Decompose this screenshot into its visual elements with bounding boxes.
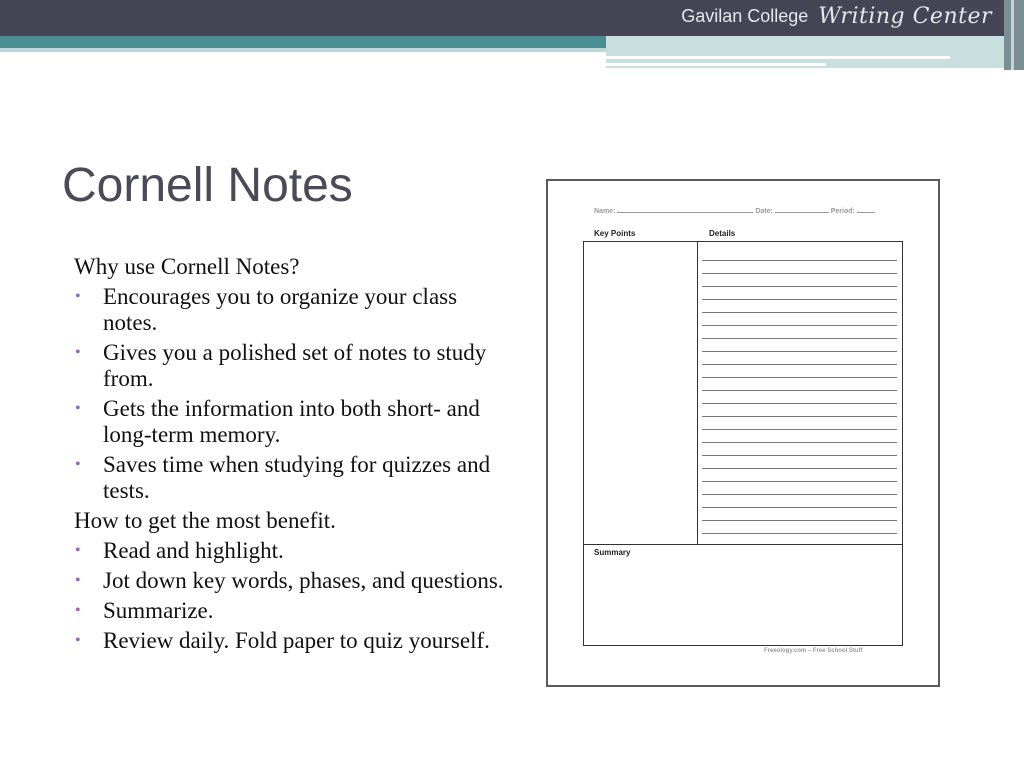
list-item-text: Read and highlight.: [103, 538, 284, 563]
list-item-text: Jot down key words, phases, and questions.: [103, 568, 504, 593]
list-item-text: Gives you a polished set of notes to study from.: [103, 340, 487, 391]
bullet-icon: •: [75, 344, 81, 361]
template-header-fields: [594, 206, 875, 215]
bullet-icon: •: [75, 400, 81, 417]
period-label: Period:: [830, 208, 855, 215]
list-item-text: Summarize.: [103, 598, 214, 623]
ruled-line: [702, 364, 897, 365]
ruled-line: [702, 455, 897, 456]
brand-college: Gavilan College: [681, 6, 809, 26]
list-item: [74, 340, 514, 392]
bullet-icon: •: [75, 602, 81, 619]
header-edge-highlight: [1011, 0, 1014, 70]
brand-writing-center: Writing Center: [818, 4, 992, 29]
template-footer: Freeology.com – Free School Stuff: [764, 648, 863, 654]
ruled-line: [702, 507, 897, 508]
period-line: [857, 206, 875, 213]
ruled-line: [702, 481, 897, 482]
bullet-icon: •: [75, 632, 81, 649]
list-item: [74, 568, 514, 594]
ruled-line: [702, 338, 897, 339]
brand-logo: [681, 4, 992, 29]
list-item: [74, 396, 514, 448]
ruled-line: [702, 260, 897, 261]
steps-list: [74, 538, 514, 654]
intro-heading: Why use Cornell Notes?: [74, 254, 300, 279]
ruled-line: [702, 377, 897, 378]
header-light-stripe: [0, 48, 606, 52]
ruled-line: [702, 299, 897, 300]
ruled-line: [702, 325, 897, 326]
summary-label: Summary: [594, 548, 631, 557]
name-line: [617, 206, 753, 213]
ruled-line: [702, 312, 897, 313]
key-points-label: Key Points: [594, 229, 636, 238]
ruled-line: [702, 468, 897, 469]
ruled-line: [702, 351, 897, 352]
bullet-icon: •: [75, 572, 81, 589]
slide-title: Cornell Notes: [62, 159, 353, 212]
list-item-text: Gets the information into both short- and long-term memory.: [103, 396, 480, 447]
date-line: [775, 206, 829, 213]
bullet-icon: •: [75, 542, 81, 559]
notes-grid: [583, 241, 903, 646]
ruled-line: [702, 520, 897, 521]
ruled-line: [702, 416, 897, 417]
list-item-text: Saves time when studying for quizzes and tests.: [103, 452, 491, 503]
list-item-text: Encourages you to organize your class notes.: [103, 284, 458, 335]
list-item: [74, 628, 514, 654]
list-item: [74, 452, 514, 504]
details-label: Details: [709, 229, 736, 238]
header-edge: [1004, 0, 1024, 70]
column-divider: [697, 242, 698, 544]
list-item-text: Review daily. Fold paper to quiz yourself.: [103, 628, 490, 653]
date-label: Date:: [755, 208, 773, 215]
details-ruled-lines: [702, 260, 897, 546]
bullet-icon: •: [75, 456, 81, 473]
ruled-line: [702, 429, 897, 430]
ruled-line: [702, 494, 897, 495]
ruled-line: [702, 390, 897, 391]
ruled-line: [702, 286, 897, 287]
ruled-line: [702, 533, 897, 534]
cornell-notes-template-image: [546, 179, 940, 687]
how-heading: How to get the most benefit.: [74, 508, 336, 533]
benefits-list: [74, 284, 514, 504]
ruled-line: [702, 403, 897, 404]
header-tab-stripe: [606, 56, 950, 59]
name-label: Name:: [594, 208, 616, 215]
ruled-line: [702, 442, 897, 443]
header-tab-stripe: [606, 63, 826, 66]
list-item: [74, 284, 514, 336]
list-item: [74, 598, 514, 624]
bullet-icon: •: [75, 288, 81, 305]
slide-body: [74, 254, 514, 658]
ruled-line: [702, 273, 897, 274]
list-item: [74, 538, 514, 564]
